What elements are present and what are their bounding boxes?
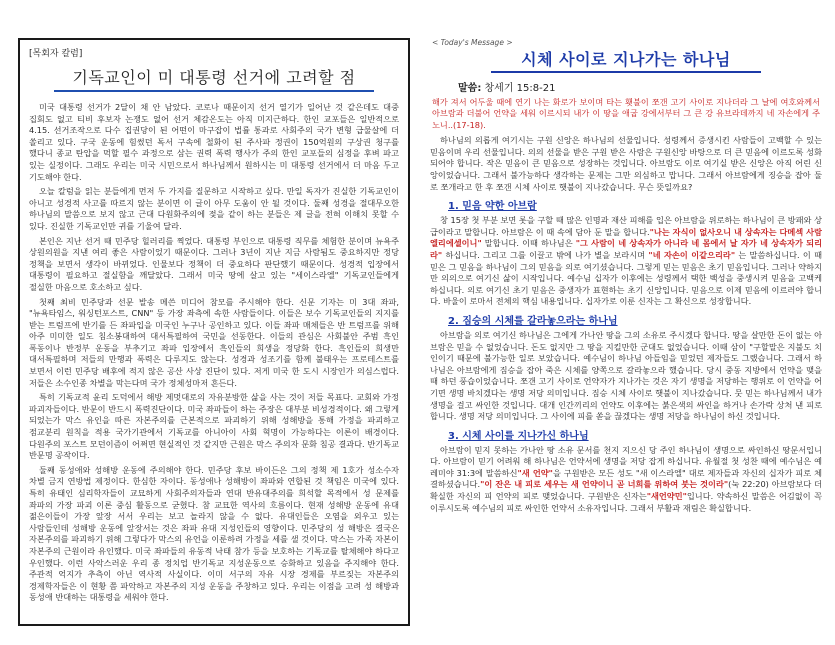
column-paragraph-6: 둘째 동성애와 성해방 운동에 주의해야 한다. 민주당 후보 바이든은 그의 정책 제 1호가 성소수자 차별 금지 연방법 제정이다. 한심한 자이다. 동성애나 성해방이 좌파와 연합된 것 책임은 미국에 있다. 특히 유태인 심리학자들이 교묘하게 사회주의자들과 연대 반유대주의를 희석할 목적에서 성 문제를 좌파의 가장 파괴 이론 중심 활동으로 굳혔다. 참 교묘한 역사의 흐름이다. 현재 성해방 운동에 유대 젊은이들이 가장 앞장 서서 우리는 보고 놀라지 않을 수 없다. 유대인들은 오염을 외우고 있는 사람들인데 성해방 운동에 앞장서는 것은 좌파 유대 지성인들의 영향이다. 민주당의 성 해방은 결국은 자본주의를 파괴하기 위해 그렇다가 막스의 유언을 이룬하려 가정을 세를 샐 것이다. 막스는 가족 자본이 자본주의 근원이라 유인했다. 미국 좌파들의 유동적 낙태 참가 등을 보호하는 기독교를 탈체해야 하다고 우인했다. 이런 사악스러운 우리 종 정치업 반기독교 지성운동으로 승화하고 있음을 주지해야 한다. 주관적 억지가 추측이 아닌 역사적 사실이다. 이미 서구의 자유 시장 경제를 부르짖는 자본주의 경제학자들은 이 현황 쯤 파악하고 자본주의 지성 운동을 주창하고 있다. 우리는 이점을 고려 성 해방과 동성애 반대하는 대통령을 세워야 한다. — [29, 464, 399, 603]
text-run: 하십니다. 그리고 그를 이끌고 밖에 나가 별을 보라시며 — [442, 249, 649, 260]
text-run: 말합니다. 이때 하나님은 — [481, 238, 576, 249]
quote-2: "그 사람이 네 상속자가 아니라 네 몸에서 날 자가 네 상속자가 되리라" — [430, 238, 822, 260]
quote-1: "나는 자식이 없사오니 내 상속자는 다메섹 사람 엘리에셀이니" — [430, 226, 822, 249]
column-paragraph-1: 미국 대통령 선거가 2달이 채 안 남았다. 코로나 때문이지 선거 열기가 일어난 것 같은데도 대중 집회도 없고 티비 후보자 논쟁도 없어 선거 체감온도는 아직 미지근하다. 한인 교포들은 일반적으로 4.15. 선거조작으로 다수 집권당이 된 어떤이 마구잡이 법률 통과로 사회주의 국가 변형 급물살에 더 쏠리고 있다. 구국 운동에 힘썼던 독서 구속에 철화이 된 주사파 정권이 150억원의 구상권 청구를 했다니 종교 탄압을 먹할 필수 과정으로 삼는 권력 폭력 행사가 주의 한인 교포들의 심정을 후벼 파고 있는 실정이다. 그래도 우리는 미국 시민으로서 하나님께서 원하시는 미 대통령 선거에서 더 마음 두고 기도해야 한다. — [29, 102, 399, 182]
column-paragraph-5: 특히 기독교적 윤리 도덕에서 해방 제멋대로의 자유분방한 삶을 사는 것이 저들 목표다. 교회와 가정 파괴자들이다. 반문이 반드시 폭력진단이다. 미국 좌파들이 하는 주장은 대부분 비성경적이다. 왜 그렇게 되었는가 막스 유인을 따른 자본주의를 근본적으로 파괴하기 위해 성해방을 통해 가정을 파괴하고 점교분리 원칙을 적용 국가기관에서 기독교를 아니아이 사회 혁명이 가능하다는 이론이 배경이다. 다원주의 포스트 모던이즘이 어쩌면 현실적인 것 같지만 근원은 막스 주의자 문화 침공 결과다. 반기독교 반문명 공작이다. — [29, 392, 399, 461]
scripture-ref: 창세기 15:8-21 — [484, 83, 556, 94]
column-tag: [목회자 칼럼] — [29, 49, 83, 59]
quote-5: "이 잔은 내 피로 세우는 새 언약이니 곧 너희를 위하여 붓는 것이라" — [480, 479, 729, 490]
message-paragraph-3: 아브람을 의로 여기신 하나님은 그에게 가나안 땅을 그의 소유로 주시겠다 합니다. 땅을 살만한 돈이 없는 아브람은 믿을 수 없었습니다. 돈도 없지만 그 땅을 지킬만한 군대도 없었습니다. 이때 삼이 "구할말은 지불도 치인이기 때문에 불가능한 일로 보았습니다. 예수님이 하나님 아들임을 믿었던 제자들도 그랬습니다. 그래서 하나님은 아브람에게 짐승을 잡아 죽은 시체를 양쪽으로 갈라놓으라 했습니다. 당시 중동 지방에서 언약을 맺을 때 하던 풍습이었습니다. 쪼갠 고기 사이로 언약자가 지나가는 것은 자기 생명을 저당하는 행위로 이 언약을 어기면 생명 바치겠다는 생명 저당 의미입니다. 짐승 시체 사이로 햇불이 지나갔습니다. 뭇 믿는 하나님께서 내가 생명을 걸고 싸인한 것입니다. 대개 인간끼리의 언약도 이후에는 붉은색의 싸인을 하거나 손가락 상처 낸 피로 합니다. 생명 저당 의미입니다. 그 사이에 피를 쏟을 끊겠다는 생명 저당을 하나님이 하신 것입니다. — [430, 329, 822, 422]
todays-message — [430, 38, 822, 626]
message-title: 시체 사이로 지나가는 하나님 — [491, 47, 761, 73]
column-paragraph-2: 오늘 칼럼을 읽는 분들에게 먼저 두 가지를 질문하고 시작하고 싶다. 만일 독자가 진실한 기독교인이 아니고 성경적 사고를 따르지 않는 분이면 이 글이 아무 도움이 안 될 것이다. 둘째 성경을 절대무오한 하나님의 말씀으로 보지 않고 근대 다원화주의에 젖을 같이 하는 분들은 제 글을 전혀 이해치 못할 수 있다. 진실한 기독교인만 귀를 기울여 달라. — [29, 186, 399, 231]
text-run: (눅 22:20) 아브람보다 더 확실한 자신의 피 언약의 피로 맺었습니다. 구원받은 신자는 — [430, 479, 822, 502]
text-run: 을 구원받은 모든 성도 "새 이스라엘" 대로 제자들과 자신의 십자가 피로 체결하셨습니다. — [430, 467, 822, 490]
message-paragraph-1: 하나님의 의롭게 여기시는 구원 신앙은 하나님의 선물입니다. 성령께서 증생시킨 사람들이 고백할 수 있는 믿음이며 우리 선물입니다. 의의 선물을 받은 구원 받은 사람은 구원신앙 바탕으로 더 큰 믿음에 이르도록 성화되어야 합니다. 작은 믿음이 큰 믿음으로 성장하는 것입니다. 아브람도 이로 여기실 받은 신앙은 아직 어린 신앙이었습니다. 그래서 불가능하다 생각하는 문제는 그만 의심하고 맙니다. 그래서 아브람에게 징승을 잡아 둘로 쪼개라고 한 후 쪼갠 시체 사이로 햇불이 지나갔습니다. 무슨 뜻일까요? — [430, 135, 822, 192]
column-paragraph-3: 본인은 지난 선거 때 민주당 힐러리를 찍었다. 대통령 부인으로 대통령 직무를 체험한 분이며 뉴욕주 상원의원을 지낸 여리 좋은 사람이었기 때문이다. 그러나 3년이 지난 지금 사람됨도 중요하지만 정당 정책을 보면서 생각이 바뀌었다. 인물보다 정책이 더 중요하다 판단했기 때문이다. 성경적 입장에서 대통령이 필요하고 절실함을 깨달았다. 그래서 미국 땅에 살고 있는 "세이스라엘" 기독교인들에게 절실한 마음으로 호소하고 싶다. — [29, 235, 399, 292]
text-run: 창 15장 첫 부분 보면 롯을 구할 때 많은 인명과 재산 피해를 입은 아브람을 위로하는 하나님이 큰 방패와 상급이라고 말합니다. 아브람은 이 때 속에 담아 둔 말을 합니다. — [430, 215, 822, 237]
text-run: 아브람이 믿지 못하는 가나안 땅 소유 문서를 천지 지으신 당 주인 하나님이 생명으로 싸인하신 땅문서입니다. 아브람이 믿기 어려워 해 하나님은 언약서에 생명을 저당 잡게 하십니다. 유월절 첫 성찬 때에 예수님은 예레미야 31:3에 말씀하신 — [430, 444, 822, 478]
scripture-intro: 해가 져서 어두울 때에 연기 나는 화로가 보이며 타는 횃불이 쪼갠 고기 사이로 지나더라 그 날에 여호와께서 아브람과 더불어 언약을 세워 이르시되 내가 이 땅을 애굽 강에서부터 그 큰 강 유브라데까지 네 자손에게 주노니..(17-18). — [432, 97, 820, 130]
column-title: 기독교인이 미 대통령 선거에 고려할 점 — [54, 65, 374, 92]
message-paragraph-2 — [430, 215, 822, 308]
quote-3: "네 자손이 이같으리라" — [648, 249, 736, 260]
section-heading-1: 1. 믿음 약한 아브람 — [448, 201, 537, 213]
pastor-column — [18, 38, 410, 626]
quote-6: "새언약민" — [646, 491, 687, 502]
scripture-label: 말씀: — [458, 83, 482, 94]
scripture-reference — [458, 79, 822, 94]
message-tag: < Today's Message > — [432, 38, 513, 47]
text-run: 는 말씀하십니다. 이 때 믿은 그 믿음을 하나님이 그의 믿음을 의로 여기셨습니다. 그렇게 믿는 믿음은 초기 믿음입니다. 그러나 약하지만 의의으로 여기신 삶이 시작입니다. 예수님 십자가 이후에는 성령께서 택한 백성을 중생시켜 믿음을 고백케 하십니다. 의로 여기신 초기 믿음은 중생자가 표현하는 초기 신앙입니다. 믿음으로 이제 믿음에 이르러야 합니다. 바울이 로마서 전체의 핵심 내용입니다. 십자가로 이룬 신자는 그 확신으로 성장합니다. — [430, 249, 822, 307]
message-paragraph-4 — [430, 445, 822, 515]
text-run: 입니다. 약속하신 말씀은 어김없이 꼭 이루시도록 예수님의 피로 싸인한 언약서 소유자입니다. 그래서 부활과 재림은 확실합니다. — [430, 491, 822, 513]
section-heading-2: 2. 짐승의 시체를 갈라놓으라는 하나님 — [448, 315, 618, 327]
quote-4: "새 언약" — [517, 467, 553, 478]
column-paragraph-4: 첫째 최비 민주당과 선문 발송 메쓴 미디어 참모를 주시해야 한다. 신문 기자는 미 3대 좌파, "뉴욕타임스, 워싱턴포스트, CNN" 등 가장 좌측에 속한 사람들이다. 이들은 보수 기독교인들의 지지를 받는 트럼프에 반기를 든 좌파입을 미국인 누구나 공인하고 있다. 이들 좌파 매체들은 반 트럼프를 위해 아주 미미한 일도 침소봉대하여 대서특필하여 국민을 선동한다. 이들의 관심은 사회불안 주범 흑인 폭동이나 반정부 운동을 부추기고 좌파 입장에서 흑인들의 희생을 정당화 한다. 흑인들의 희생만 대서특필하며 저들의 만행과 폭력은 다루지도 않는다. 성경과 성조기를 함께 불태우는 프로테스트를 보면서 이런 민주당 배후에 적지 않은 공산 사상 진단이 있다. 저게 미국 한 도시 시장인가 의심스럽다. 저들은 소수인종 차별을 막는다며 국가 정체성마저 흔든다. — [29, 296, 399, 388]
section-heading-3: 3. 시체 사이를 지나가신 하나님 — [448, 430, 589, 442]
